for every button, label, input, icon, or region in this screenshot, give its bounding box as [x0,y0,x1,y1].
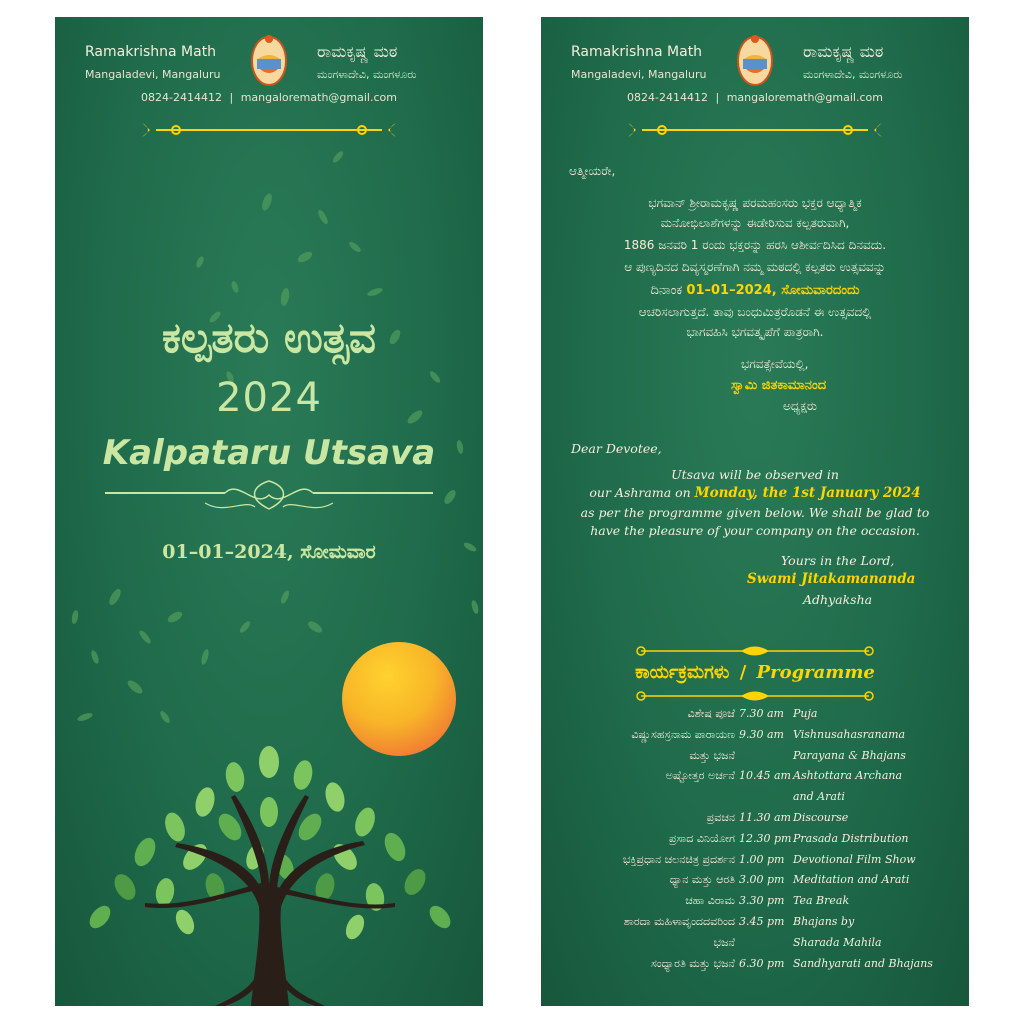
programme-row [541,915,969,935]
programme-item-kannada: ಮತ್ತು ಭಜನೆ [689,748,735,762]
org-place-english: Mangaladevi, Mangaluru [85,68,221,81]
programme-item-kannada: ಶಾರದಾ ಮಹಿಳಾವೃಂದದವರಿಂದ [623,915,735,928]
programme-item-english: Parayana & Bhajans [793,748,906,762]
kannada-message-line-4: ಆ ಪುಣ್ಯದಿನದ ದಿವ್ಯಸ್ಮರಣೆಗಾಗಿ ನಮ್ಮ ಮಠದಲ್ಲಿ ಕಲ್ಪತರು ಉತ್ಸವವನ್ನು [624,260,886,274]
programme-item-english: Sandhyarati and Bhajans [793,956,933,970]
programme-item-english: Meditation and Arati [793,873,910,887]
english-designation: Adhyaksha [803,592,873,607]
kannada-message-line-5 [541,282,969,300]
programme-item-english: Bhajans by [793,915,855,928]
english-swami-name: Swami Jitakamananda [747,571,916,587]
programme-time: 6.30 pm [739,956,785,970]
org-name-english: Ramakrishna Math [85,44,217,60]
kannada-signoff: ಭಗವತ್ಸೇವೆಯಲ್ಲಿ, [741,357,809,371]
kannada-message-line-7: ಭಾಗವಹಿಸಿ ಭಗವತ್ಕೃಪೆಗೆ ಪಾತ್ರರಾಗಿ. [686,325,824,339]
kannada-swami-name: ಸ್ವಾಮಿ ಜಿತಕಾಮಾನಂದ [731,378,827,393]
org-name-kannada: ರಾಮಕೃಷ್ಣ ಮಠ [317,42,398,61]
programme-item-kannada: ಭಕ್ತಿಪ್ರಧಾನ ಚಲನಚಿತ್ರ ಪ್ರದರ್ಶನ [622,852,735,866]
english-highlight-date: Monday, the 1st January 2024 [694,485,921,501]
programme-item-kannada: ಚಹಾ ವಿರಾಮ [685,894,735,908]
programme-time: 11.30 am [739,811,791,824]
header-divider-ornament [140,119,398,141]
org-name-english: Ramakrishna Math [571,44,703,60]
programme-time: 9.30 am [739,727,784,741]
festival-title-kannada: ಕಲ್ಪತರು ಉತ್ಸವ [162,313,376,362]
invitation-front-panel [55,17,483,1006]
org-place-kannada: ಮಂಗಳಾದೇವಿ, ಮಂಗಳೂರು [317,68,417,81]
programme-item-kannada: ಅಷ್ಟೋತ್ತರ ಅರ್ಚನೆ [665,769,735,783]
programme-time: 3.45 pm [739,915,785,928]
programme-time: 3.30 pm [739,894,785,908]
programme-item-kannada: ಭಜನೆ [713,935,735,949]
email-address: mangaloremath@gmail.com [726,91,883,104]
right-header [541,17,969,127]
phone-number: 0824-2414412 [627,91,708,104]
kannada-highlight-date: 01–01–2024, ಸೋಮವಾರದಂದು [686,283,860,298]
programme-item-english: Puja [793,707,818,720]
kalpataru-tree-illustration [55,717,483,1006]
programme-item-kannada: ಪ್ರಸಾದ ವಿನಿಯೋಗ [668,831,735,845]
english-message-line-2 [541,484,969,502]
contact-line [55,91,483,104]
kannada-message-line-1: ಭಗವಾನ್ ಶ್ರೀರಾಮಕೃಷ್ಣ ಪರಮಹಂಸರು ಭಕ್ತರ ಆಧ್ಯಾತ್ಮಿಕ [648,196,862,210]
kannada-date-prefix: ದಿನಾಂಕ [650,283,687,298]
english-message-line-3: as per the programme given below. We shall be glad to [580,505,930,520]
programme-item-english: Sharada Mahila [793,935,882,949]
programme-row [541,790,969,810]
title-flourish-ornament [105,475,433,521]
programme-item-english: Devotional Film Show [793,852,916,866]
programme-time: 7.30 am [739,707,784,720]
programme-item-kannada: ವಿಷ್ಣುಸಹಸ್ರನಾಮ ಪಾರಾಯಣ [631,727,735,741]
kannada-greeting: ಆತ್ಮೀಯರೇ, [569,164,616,178]
programme-row [541,853,969,873]
programme-item-english: Discourse [793,811,849,824]
ramakrishna-math-emblem-icon [248,33,290,89]
org-place-english: Mangaladevi, Mangaluru [571,68,707,81]
programme-item-english: Tea Break [793,894,850,908]
programme-item-kannada: ಪ್ರವಚನ [706,811,735,824]
header-divider-ornament [626,119,884,141]
english-signoff: Yours in the Lord, [781,553,895,568]
programme-heading-english: Programme [756,662,875,683]
programme-item-kannada: ವಿಶೇಷ ಪೂಜೆ [687,707,735,720]
programme-time: 1.00 pm [739,852,785,866]
kannada-message-line-2: ಮನೋಭಿಲಾಶೆಗಳನ್ನು ಈಡೇರಿಸುವ ಕಲ್ಪತರುವಾಗಿ, [660,216,850,230]
programme-item-english: and Arati [793,790,845,804]
festival-title-english: Kalpataru Utsava [102,433,436,473]
programme-row [541,832,969,852]
english-greeting: Dear Devotee, [571,441,662,456]
programme-row [541,728,969,748]
programme-item-kannada: ಸಂಧ್ಯಾರತಿ ಮತ್ತು ಭಜನೆ [650,956,735,970]
festival-date: 01–01–2024, ಸೋಮವಾರ [162,541,376,563]
org-place-kannada: ಮಂಗಳಾದೇವಿ, ಮಂಗಳೂರು [803,68,903,81]
contact-separator: | [229,91,234,104]
programme-item-english: Vishnusahasranama [793,727,906,741]
programme-time: 3.00 pm [739,873,785,887]
programme-row [541,749,969,769]
programme-bottom-ornament [621,689,889,703]
programme-row [541,957,969,977]
programme-heading-separator: / [739,662,747,683]
programme-top-ornament [621,644,889,658]
english-message-line-4: have the pleasure of your company on the occasion. [590,523,920,538]
programme-heading-kannada: ಕಾರ್ಯಕ್ರಮಗಳು [635,662,730,683]
org-name-kannada: ರಾಮಕೃಷ್ಣ ಮಠ [803,42,884,61]
english-date-prefix: our Ashrama on [589,485,695,500]
programme-row [541,769,969,789]
ramakrishna-math-emblem-icon [734,33,776,89]
programme-row [541,936,969,956]
email-address: mangaloremath@gmail.com [240,91,397,104]
contact-separator: | [715,91,720,104]
programme-time: 10.45 am [739,769,791,783]
kannada-designation: ಅಧ್ಯಕ್ಷರು [783,399,817,413]
programme-time: 12.30 pm [739,831,792,845]
programme-row [541,894,969,914]
programme-heading [541,662,969,683]
kannada-message-line-6: ಆಚರಿಸಲಾಗುತ್ತದೆ. ತಾವು ಬಂಧುಮಿತ್ರರೊಡನೆ ಈ ಉತ್ಸವದಲ್ಲಿ [638,305,872,319]
contact-line [541,91,969,104]
english-message-line-1: Utsava will be observed in [671,467,839,482]
programme-item-english: Prasada Distribution [793,831,909,845]
kannada-message-line-3: 1886 ಜನವರಿ 1 ರಂದು ಭಕ್ತರನ್ನು ಹರಸಿ ಆಶೀರ್ವದಿಸಿದ ದಿನವದು. [623,238,887,252]
programme-row [541,811,969,831]
invitation-back-panel [541,17,969,1006]
programme-row [541,707,969,727]
programme-item-kannada: ಧ್ಯಾನ ಮತ್ತು ಆರತಿ [669,873,735,887]
programme-item-english: Ashtottara Archana [793,769,903,783]
festival-year: 2024 [216,375,322,421]
left-header [55,17,483,127]
phone-number: 0824-2414412 [141,91,222,104]
programme-row [541,873,969,893]
